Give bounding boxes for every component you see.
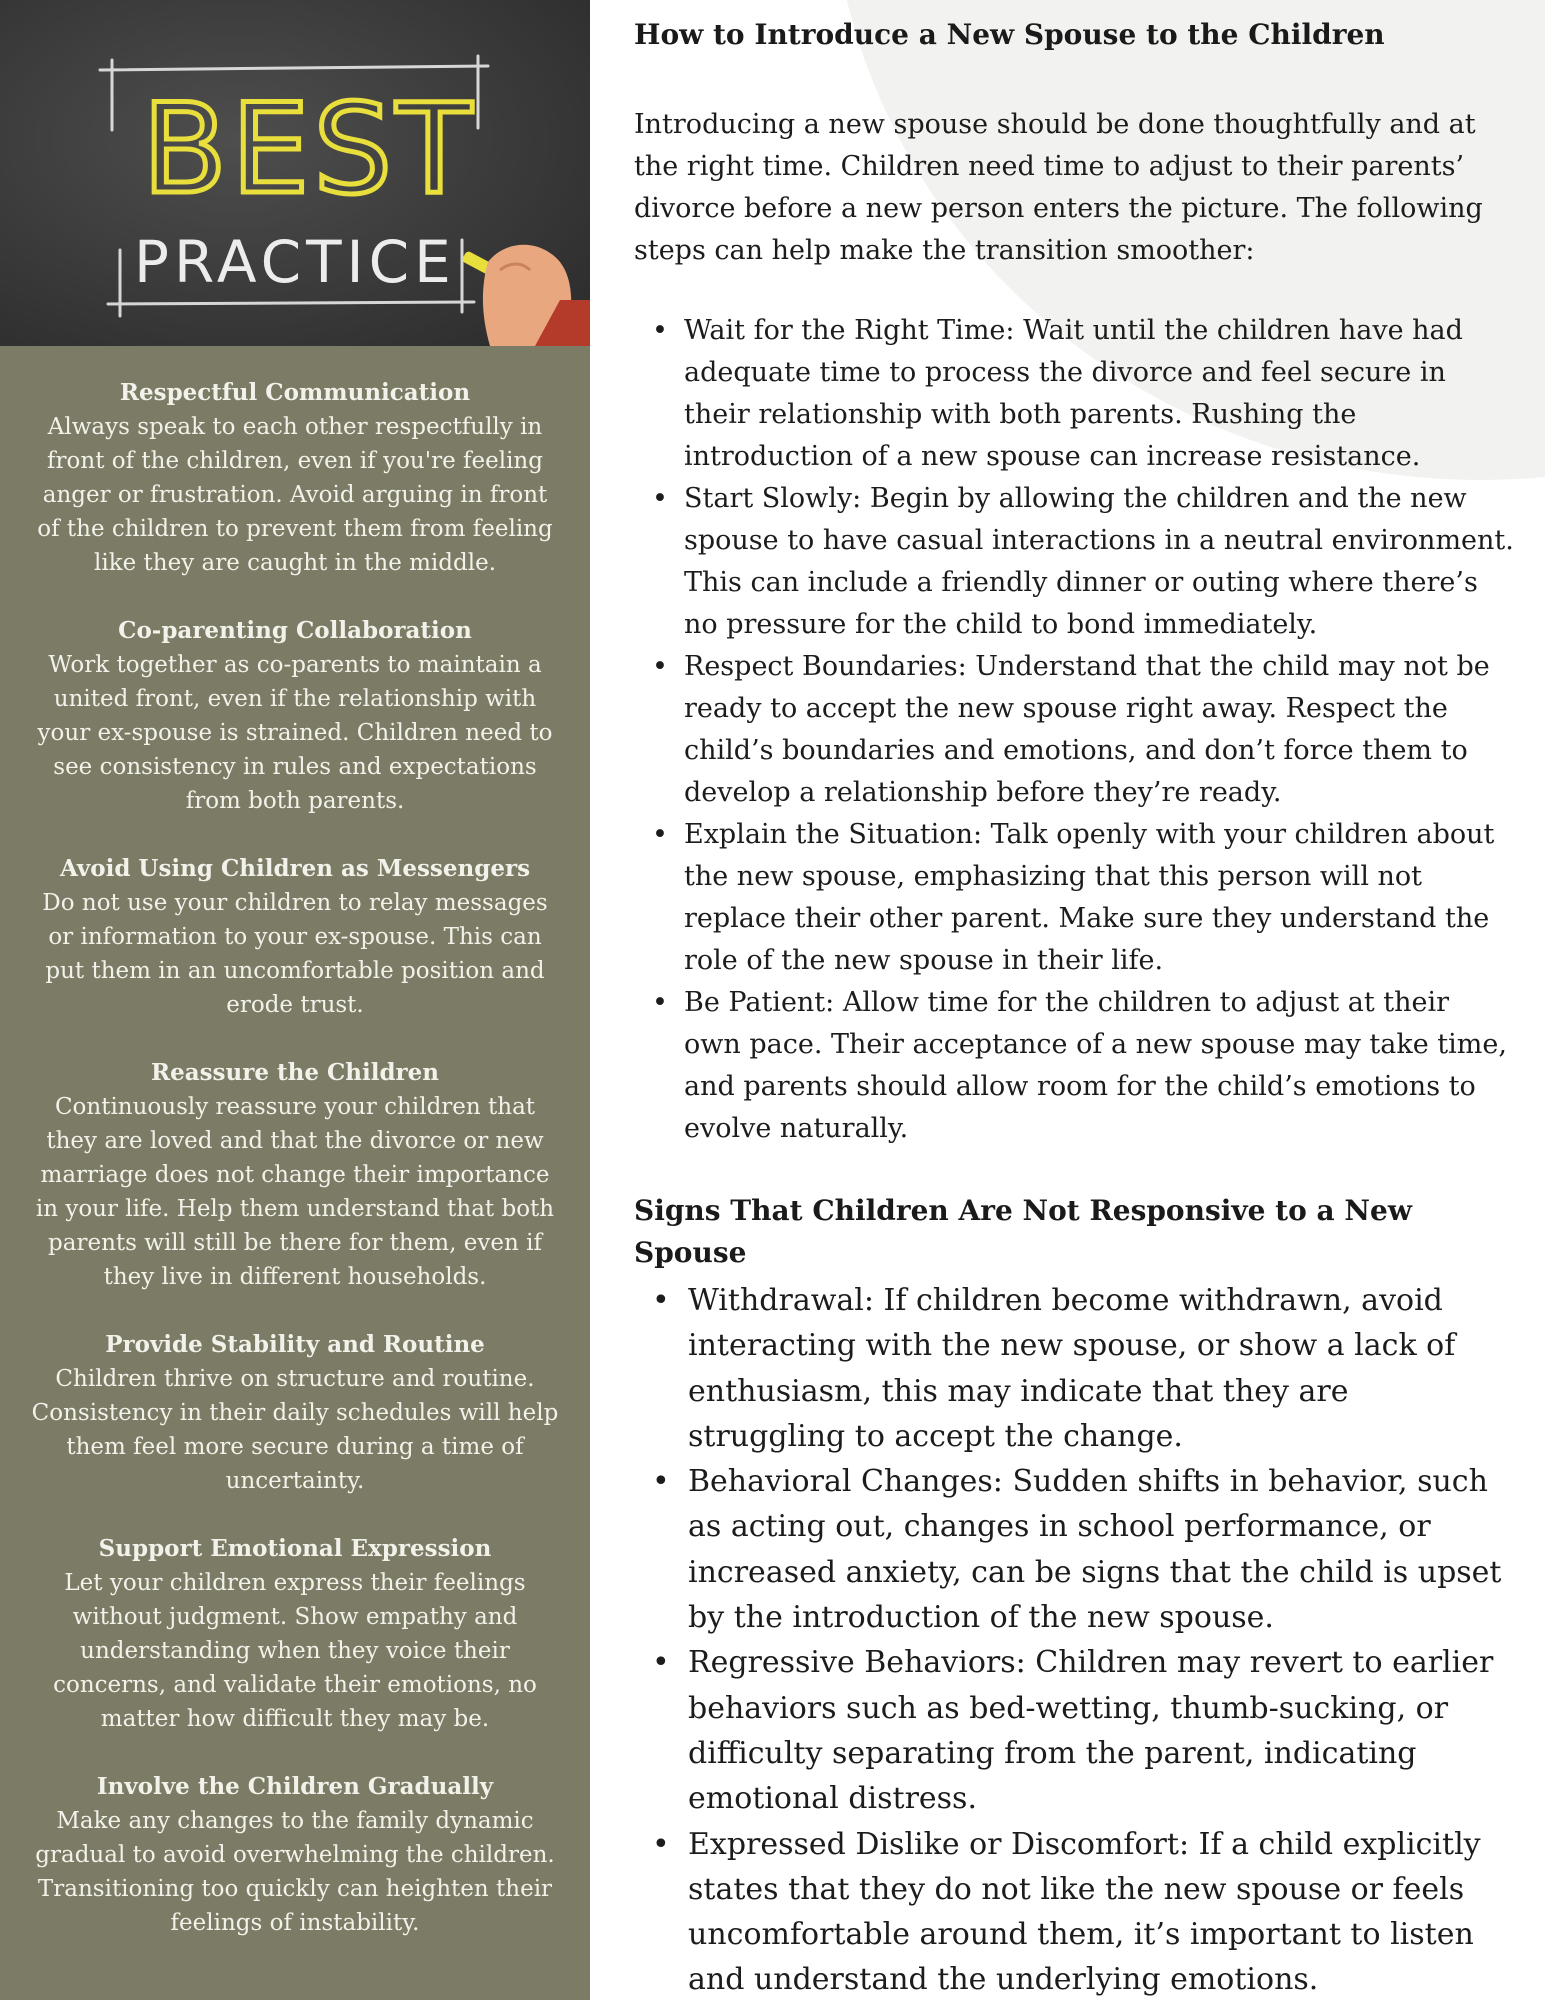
list-item [634,646,1514,814]
bullet-icon: • [652,819,668,850]
list-item [634,310,1514,478]
practice-title: Involve the Children Gradually [96,1773,494,1800]
practice-title: Respectful Communication [119,379,471,406]
bullet-icon: • [652,987,668,1018]
practice-item [30,376,560,580]
list-item [634,1278,1514,1459]
practice-description: Let your children express their feelings without judgment. Show empathy and understanding when they voice their concerns, and validate their emotions, no matter how difficult they may be. [53,1570,537,1732]
bullet-icon: • [652,651,668,682]
practice-title: Avoid Using Children as Messengers [59,855,531,882]
list-item [634,814,1514,982]
hero-title-practice: PRACTICE [134,228,456,296]
step-text: Explain the Situation: Talk openly with your children about the new spouse, emphasizing that this person will not replace their other parent. Make sure they understand the role of the new spouse in their life. [684,819,1495,976]
practice-title: Provide Stability and Routine [105,1331,485,1358]
sidebar [0,0,590,2000]
practice-item [30,1532,560,1736]
bullet-icon: • [652,1283,670,1318]
practice-item [30,1770,560,1940]
list-item [634,1822,1514,2003]
sign-text: Behavioral Changes: Sudden shifts in behavior, such as acting out, changes in school performance, or increased anxiety, can be signs that the child is upset by the introduction of the new spouse. [688,1464,1502,1636]
practice-title: Co-parenting Collaboration [118,617,472,644]
chalkboard-illustration [0,0,590,346]
section-heading-signs: Signs That Children Are Not Responsive to a New Spouse [634,1194,1412,1269]
practice-description: Do not use your children to relay messages or information to your ex-spouse. This can put them in an uncomfortable position and erode trust. [42,890,548,1018]
list-item [634,982,1514,1150]
practice-item [30,1056,560,1294]
practice-title: Support Emotional Expression [98,1535,492,1562]
practice-description: Always speak to each other respectfully in front of the children, even if you're feeling anger or frustration. Avoid arguing in front of the children to prevent them from feeling like they are caught in the middle. [37,414,553,576]
practice-item [30,614,560,818]
sign-text: Expressed Dislike or Discomfort: If a child explicitly states that they do not like the new spouse or feels uncomfortable around them, it’s important to listen and understand the underlying emotions. [688,1826,1481,1998]
bullet-icon: • [652,1645,670,1681]
best-practices-list [30,376,560,1974]
step-text: Start Slowly: Begin by allowing the children and the new spouse to have casual interactions in a neutral environment. This can include a friendly dinner or outing where there’s no pressure for the child to bond immediately. [684,483,1514,640]
hero-title-best: BEST [142,78,476,222]
step-text: Respect Boundaries: Understand that the child may not be ready to accept the new spouse right away. Respect the child’s boundaries and emotions, and don’t force them to develop a relationship before they’re ready. [684,651,1490,808]
practice-description: Make any changes to the family dynamic gradual to avoid overwhelming the children. Transitioning too quickly can heighten their feelings of instability. [35,1808,555,1936]
steps-list [634,310,1514,1150]
hand-with-chalk-icon [461,245,590,346]
bullet-icon: • [652,1464,670,1500]
list-item [634,1459,1514,1640]
intro-paragraph: Introducing a new spouse should be done thoughtfully and at the right time. Children need time to adjust to their parents’ divorce before a new person enters the picture. The following steps can help make the transition smoother: [634,109,1483,266]
list-item [634,1640,1514,1821]
step-text: Wait for the Right Time: Wait until the children have had adequate time to process the divorce and feel secure in their relationship with both parents. Rushing the introduction of a new spouse can increase resistance. [684,315,1463,472]
practice-description: Continuously reassure your children that they are loved and that the divorce or new marriage does not change their importance in your life. Help them understand that both parents will still be there for them, even if they live in different households. [35,1094,555,1290]
sign-text: Regressive Behaviors: Children may revert to earlier behaviors such as bed-wetting, thumb-sucking, or difficulty separating from the parent, indicating emotional distress. [688,1645,1494,1817]
list-item [634,478,1514,646]
practice-description: Work together as co-parents to maintain a united front, even if the relationship with your ex-spouse is strained. Children need to see consistency in rules and expectations from both parents. [37,652,553,814]
practice-title: Reassure the Children [150,1059,440,1086]
signs-list [634,1278,1514,2003]
bullet-icon: • [652,1826,670,1862]
practice-item [30,852,560,1022]
bullet-icon: • [652,315,668,346]
practice-item [30,1328,560,1498]
sign-text: Withdrawal: If children become withdrawn, avoid interacting with the new spouse, or show a lack of enthusiasm, this may indicate that they are struggling to accept the change. [688,1283,1456,1454]
section-heading-introduce: How to Introduce a New Spouse to the Children [634,18,1385,51]
best-practice-chalkboard-image [0,0,590,346]
practice-description: Children thrive on structure and routine. Consistency in their daily schedules will help them feel more secure during a time of uncertainty. [31,1366,559,1494]
bullet-icon: • [652,483,668,514]
step-text: Be Patient: Allow time for the children to adjust at their own pace. Their acceptance of a new spouse may take time, and parents should allow room for the child’s emotions to evolve naturally. [684,987,1507,1144]
